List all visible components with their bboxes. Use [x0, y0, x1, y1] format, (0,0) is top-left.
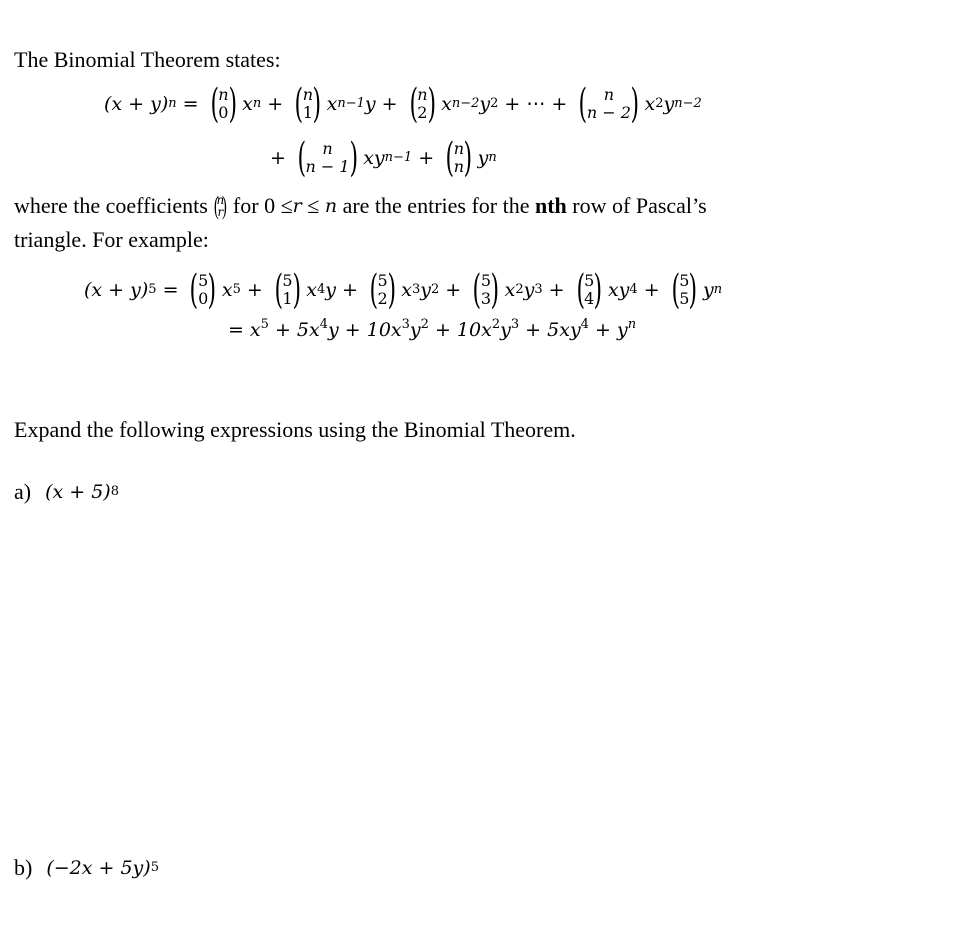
expanded-exponent: 3 — [510, 317, 520, 332]
binom-5-0: ( 5 0 ) — [189, 267, 217, 313]
where-le: ≤ — [301, 193, 325, 218]
expanded-expression — [250, 318, 636, 342]
heading: The Binomial Theorem states: — [14, 47, 281, 72]
where-bold-th: th — [547, 193, 567, 218]
plus-sign: + — [504, 93, 521, 115]
term: y — [325, 279, 336, 301]
term: y — [420, 279, 432, 301]
lhs: (x + y) — [104, 93, 169, 115]
term: x — [242, 93, 253, 115]
expanded-term: + 5xy — [519, 319, 581, 341]
where-prefix: where the coefficients — [14, 193, 208, 218]
term: x — [221, 279, 233, 301]
example-line-1: (x + y) 5 = ( 5 0 ) x 5 + ( 5 1 ) x 4 y + ( 5 2 ) x 3 y 2 + ( 5 3 ) x 2 y 3 + ( 5 4 ) xy 4 + ( 5 5 ) y n — [84, 267, 723, 313]
expanded-term: + y — [588, 319, 628, 341]
equals-sign: = — [182, 93, 199, 115]
example-lhs: (x + y) — [84, 279, 149, 301]
plus-sign: + — [643, 279, 660, 301]
expanded-term: y — [409, 319, 421, 341]
term: x — [326, 93, 338, 115]
where-line — [14, 192, 707, 220]
expanded-exponent: n — [627, 317, 637, 332]
binom-5-5: ( 5 5 ) — [671, 267, 698, 313]
instruction: Expand the following expressions using the Binomial Theorem. — [14, 417, 576, 442]
equals-sign: = — [162, 279, 179, 301]
plus-sign: + — [548, 279, 565, 301]
expanded-exponent: 3 — [401, 317, 410, 332]
binom-n-r: ( n r ) — [213, 191, 227, 220]
plus-sign: + — [341, 279, 358, 301]
where-suffix-2: row of Pascal’s — [566, 193, 707, 218]
binom-5-3: ( 5 3 ) — [472, 267, 500, 313]
where-r: r — [292, 195, 302, 217]
binom-5-2: ( 5 2 ) — [369, 267, 396, 313]
expanded-term: + 5x — [268, 319, 320, 341]
plus-sign: + — [445, 279, 462, 301]
plus-sign: + — [246, 279, 263, 301]
term: y — [479, 93, 491, 115]
term: xy — [363, 147, 385, 169]
triangle-line: triangle. For example: — [14, 227, 209, 252]
expanded-term: y — [500, 319, 511, 341]
binom-n-n-2: ( n n − 2 ) — [578, 81, 640, 127]
term: y — [523, 279, 535, 301]
expanded-exponent: 4 — [319, 317, 329, 332]
where-range: for 0 ≤ — [232, 193, 293, 218]
expanded-term: x — [249, 319, 261, 341]
term: y — [703, 279, 714, 301]
term: y — [477, 147, 489, 169]
ellipsis: ⋯ — [526, 93, 546, 115]
binom-n-n-1: ( n n − 1 ) — [297, 135, 358, 181]
plus-sign: + — [267, 93, 284, 115]
where-suffix: are the entries for the — [337, 193, 535, 218]
expanded-exponent: 2 — [420, 317, 429, 332]
expanded-exponent: 4 — [580, 317, 589, 332]
term: xy — [607, 279, 630, 301]
plus-sign: + — [551, 93, 568, 115]
binom-n-1: ( n 1 ) — [294, 81, 322, 127]
plus-sign: + — [270, 147, 286, 169]
theorem-line-1: (x + y) n = ( n 0 ) x n + ( n 1 ) x n−1 y + ( n 2 ) x n−2 y 2 + ⋯ + ( n n − 2 ) x 2 y n−2 — [104, 81, 702, 127]
term: y — [663, 93, 675, 115]
problem-b: b) (−2x + 5y) 5 — [14, 855, 159, 880]
term: x — [644, 93, 656, 115]
example-line-2 — [228, 318, 636, 342]
expanded-term: + 10x — [428, 319, 492, 341]
binom-n-2: ( n 2 ) — [409, 81, 436, 127]
problem-a-expression: (x + 5) — [45, 481, 111, 503]
problem-a: a) (x + 5) 8 — [14, 479, 120, 504]
binom-5-1: ( 5 1 ) — [274, 267, 301, 313]
term: x — [401, 279, 412, 301]
problem-b-expression: (−2x + 5y) — [46, 857, 151, 879]
term: x — [306, 279, 317, 301]
term: x — [504, 279, 516, 301]
expanded-term: y + 10x — [328, 319, 402, 341]
term: x — [441, 93, 452, 115]
plus-sign: + — [418, 147, 435, 169]
plus-sign: + — [381, 93, 398, 115]
equals-sign: = — [228, 319, 244, 341]
problem-a-label: a) — [14, 479, 32, 504]
term: y — [364, 93, 376, 115]
binom-5-4: ( 5 4 ) — [576, 267, 603, 313]
binom-n-0: ( n 0 ) — [210, 81, 237, 127]
where-n: n — [324, 195, 338, 217]
binom-n-n: ( n n ) — [445, 135, 473, 181]
problem-b-label: b) — [14, 855, 33, 880]
theorem-line-2: + ( n n − 1 ) xy n−1 + ( n n ) y n — [270, 135, 497, 181]
expanded-exponent: 2 — [491, 317, 501, 332]
expanded-exponent: 5 — [260, 317, 269, 332]
where-bold-n: n — [534, 193, 548, 218]
